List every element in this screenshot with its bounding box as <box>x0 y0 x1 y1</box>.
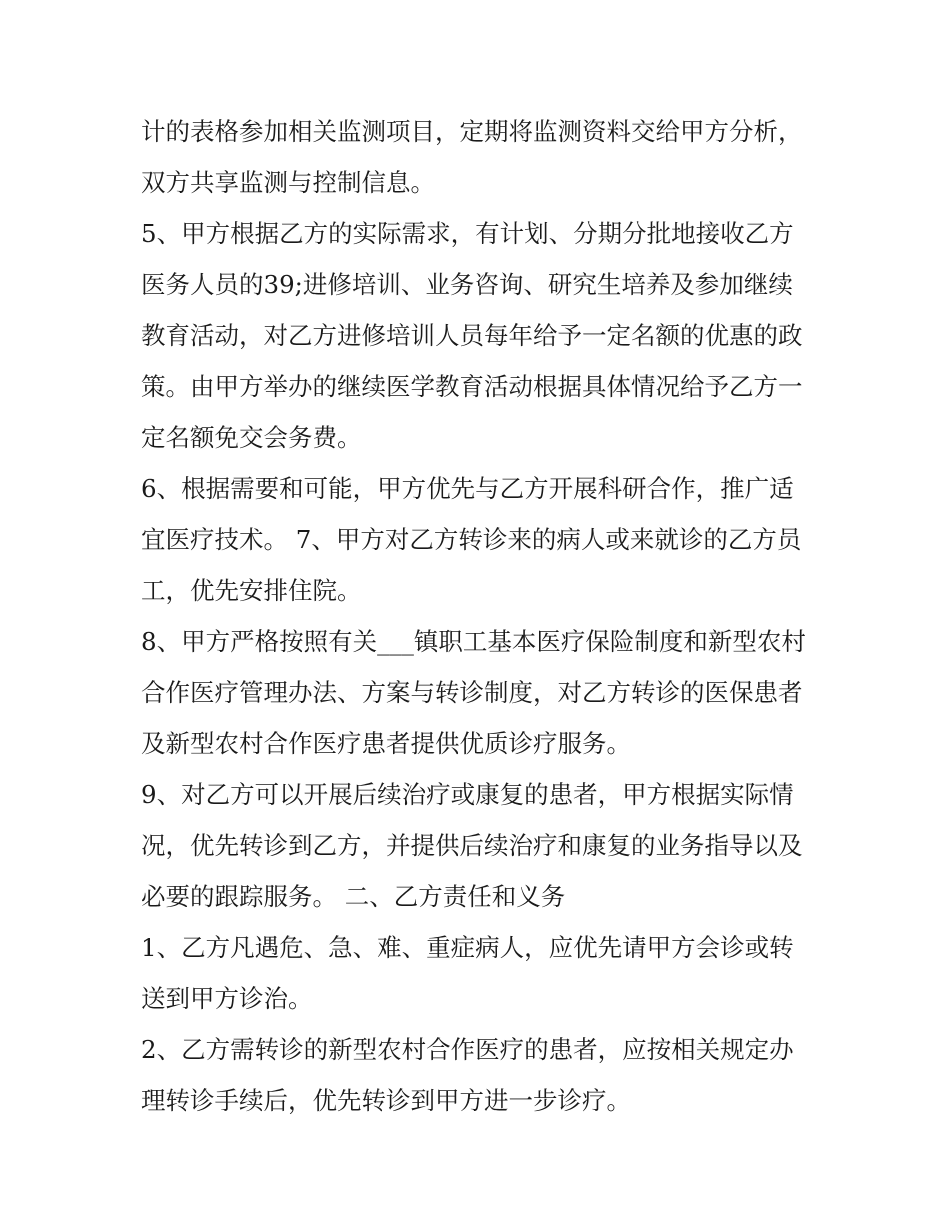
text-line: 教育活动，对乙方进修培训人员每年给予一定名额的优惠的政 <box>141 321 803 350</box>
text-line: 合作医疗管理办法、方案与转诊制度，对乙方转诊的医保患者 <box>141 678 803 707</box>
text-line: 9、对乙方可以开展后续治疗或康复的患者，甲方根据实际情 <box>141 780 794 809</box>
text-line: 宜医疗技术。 7、甲方对乙方转诊来的病人或来就诊的乙方员 <box>141 525 802 554</box>
text-line: 计的表格参加相关监测项目，定期将监测资料交给甲方分析， <box>141 117 803 146</box>
text-line: 送到甲方诊治。 <box>141 984 313 1013</box>
text-line: 必要的跟踪服务。 二、乙方责任和义务 <box>141 882 566 911</box>
text-line: 况，优先转诊到乙方，并提供后续治疗和康复的业务指导以及 <box>141 831 803 860</box>
text-line: 8、甲方严格按照有关___镇职工基本医疗保险制度和新型农村 <box>141 627 806 656</box>
text-line: 及新型农村合作医疗患者提供优质诊疗服务。 <box>141 729 631 758</box>
text-line: 医务人员的39;进修培训、业务咨询、研究生培养及参加继续 <box>141 270 793 299</box>
document-body <box>141 106 821 1126</box>
text-line: 6、根据需要和可能，甲方优先与乙方开展科研合作，推广适 <box>141 474 794 503</box>
text-line: 5、甲方根据乙方的实际需求，有计划、分期分批地接收乙方 <box>141 219 794 248</box>
text-line: 1、乙方凡遇危、急、难、重症病人，应优先请甲方会诊或转 <box>141 933 794 962</box>
text-line: 定名额免交会务费。 <box>141 423 362 452</box>
text-line: 理转诊手续后，优先转诊到甲方进一步诊疗。 <box>141 1086 631 1115</box>
text-line: 策。由甲方举办的继续医学教育活动根据具体情况给予乙方一 <box>141 372 803 401</box>
text-line: 双方共享监测与控制信息。 <box>141 168 435 197</box>
text-line: 工，优先安排住院。 <box>141 576 362 605</box>
text-line: 2、乙方需转诊的新型农村合作医疗的患者，应按相关规定办 <box>141 1035 794 1064</box>
